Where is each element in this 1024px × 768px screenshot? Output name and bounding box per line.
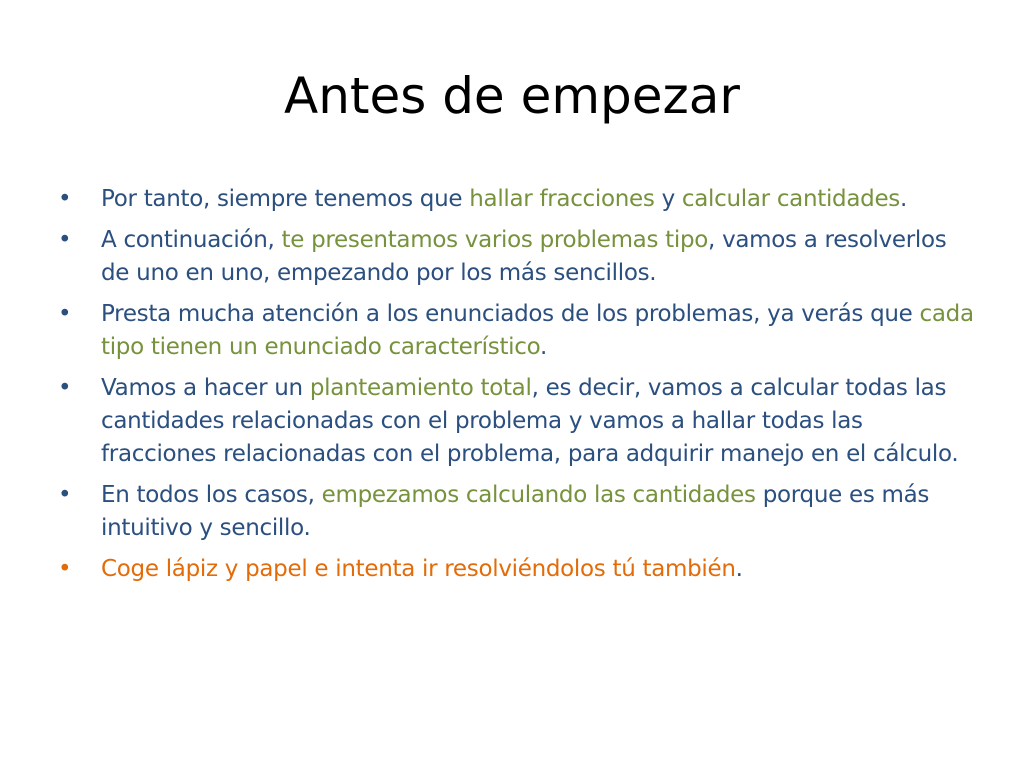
- bullet-marker: •: [58, 301, 72, 327]
- bullet-text-segment: calcular cantidades: [681, 186, 900, 212]
- bullet-text-segment: Por tanto, siempre tenemos que: [101, 186, 470, 212]
- bullet-text-segment: En todos los casos,: [101, 482, 322, 508]
- bullet-text-segment: Vamos a hacer un: [101, 375, 310, 401]
- bullet-item: [58, 553, 978, 586]
- bullet-text-segment: Presta mucha atención a los enunciados de los problemas, ya verás que: [101, 301, 920, 327]
- bullet-text-segment: te presentamos varios problemas tipo: [281, 227, 709, 253]
- bullet-list: [58, 183, 978, 594]
- bullet-item: [58, 479, 978, 545]
- bullet-marker: •: [58, 482, 72, 508]
- bullet-item: [58, 372, 978, 471]
- bullet-text-segment: cada tipo tienen un enunciado característico: [101, 301, 974, 360]
- slide-title: Antes de empezar: [283, 67, 740, 125]
- bullet-text-segment: hallar fracciones: [469, 186, 655, 212]
- bullet-text-segment: porque es más intuitivo y sencillo.: [101, 482, 930, 541]
- bullet-marker: •: [58, 556, 72, 582]
- bullet-item: [58, 224, 978, 290]
- bullet-text-segment: planteamiento total: [309, 375, 532, 401]
- bullet-text-segment: Coge lápiz y papel e intenta ir resolviéndolos tú también: [101, 556, 736, 582]
- bullet-text-segment: A continuación,: [101, 227, 282, 253]
- bullet-text-segment: .: [735, 556, 743, 582]
- bullet-text-segment: , vamos a resolverlos de uno en uno, empezando por los más sencillos.: [101, 227, 947, 286]
- bullet-marker: •: [58, 227, 72, 253]
- bullet-text-segment: , es decir, vamos a calcular todas las cantidades relacionadas con el problema y vamos a hallar todas las fracciones relacionadas con el problema, para adquirir manejo en el cálculo.: [101, 375, 959, 467]
- bullet-marker: •: [58, 186, 72, 212]
- bullet-text-segment: empezamos calculando las cantidades: [321, 482, 756, 508]
- bullet-text-segment: y: [654, 186, 682, 212]
- bullet-text-segment: .: [899, 186, 907, 212]
- bullet-item: [58, 298, 978, 364]
- bullet-marker: •: [58, 375, 72, 401]
- bullet-item: [58, 183, 978, 216]
- bullet-text-segment: .: [539, 334, 547, 360]
